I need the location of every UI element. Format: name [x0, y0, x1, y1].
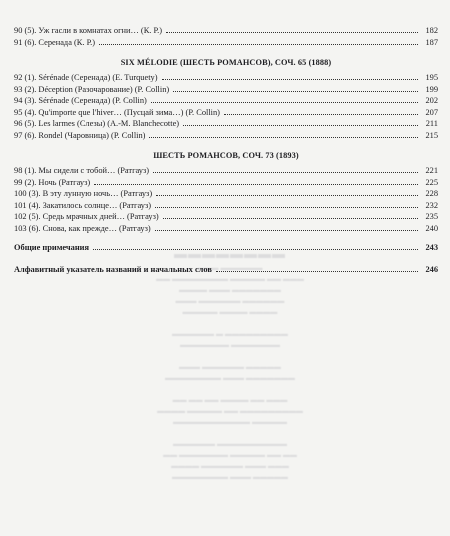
toc-entry[interactable]: [14, 85, 438, 97]
entry-page: 195: [425, 73, 438, 82]
entry-title: 90 (5). Уж гасли в комнатах огни… (К. Р.): [14, 26, 162, 35]
entry-title: 93 (2). Déception (Разочарование) (P. Collin): [14, 84, 170, 94]
dot-leader: [166, 31, 418, 33]
dot-leader: [224, 113, 418, 115]
entry-page: 215: [425, 130, 438, 140]
show-through-text: ▬▬▬▬▬▬▬▬ ▬▬▬ ▬▬▬▬▬▬ ▬▬ ▬▬▬▬▬▬▬▬ ▬▬▬▬▬ ▬▬ ▬▬▬ ▬▬▬▬ ▬▬▬ ▬▬▬▬▬▬▬ ▬▬▬ ▬▬▬▬▬▬ ▬▬▬▬▬▬ ▬▬▬▬▬ ▬▬▬▬ ▬▬▬▬ ▬▬▬▬▬▬ ▬ ▬▬▬▬▬▬▬▬▬ ▬▬▬▬▬▬▬ ▬▬▬▬▬▬▬ ▬▬▬ ▬▬▬▬▬▬ ▬▬▬▬▬ ▬▬▬▬▬▬▬▬ ▬▬▬ ▬▬▬▬▬▬▬ ▬▬ ▬▬ ▬▬ ▬▬▬▬ ▬▬ ▬▬▬ ▬▬▬▬ ▬▬▬▬▬ ▬▬ ▬▬▬▬▬▬▬▬▬ ▬▬▬▬▬▬▬▬▬▬▬ ▬▬▬▬▬ ▬▬▬▬▬▬ ▬▬▬▬▬▬▬▬▬▬ ▬▬ ▬▬▬▬▬▬▬ ▬▬▬▬▬ ▬▬ ▬▬ ▬▬▬▬ ▬▬▬▬▬▬ ▬▬▬ ▬▬▬ ▬▬▬▬▬▬▬▬ ▬▬▬ ▬▬▬▬▬: [156, 246, 304, 481]
toc-entry[interactable]: [14, 119, 438, 131]
toc-entry[interactable]: [14, 212, 438, 224]
dot-leader: [163, 217, 418, 219]
entry-title: 101 (4). Закатилось солнце… (Ратгауз): [14, 200, 152, 210]
toc-entry[interactable]: [14, 131, 438, 143]
section-heading: ШЕСТЬ РОМАНСОВ, СОЧ. 73 (1893): [153, 151, 299, 160]
toc-entry[interactable]: [14, 73, 438, 85]
entry-title: Алфавитный указатель названий и начальных слов: [14, 265, 212, 274]
entry-page: 246: [425, 265, 438, 274]
dot-leader: [151, 101, 418, 103]
dot-leader: [216, 270, 418, 272]
toc-entry[interactable]: [14, 201, 438, 213]
entry-page: 240: [425, 223, 438, 233]
entry-title: 98 (1). Мы сидели с тобой… (Ратгауз): [14, 166, 150, 175]
entry-page: 232: [425, 200, 438, 210]
section-heading: SIX MÉLODIE (ШЕСТЬ РОМАНСОВ), СОЧ. 65 (1888): [120, 58, 332, 67]
dot-leader: [94, 183, 418, 185]
dot-leader: [99, 43, 418, 45]
entry-title: 92 (1). Sérénade (Серенада) (E. Turquety): [14, 73, 158, 82]
dot-leader: [155, 229, 418, 231]
toc-entry[interactable]: [14, 178, 438, 190]
toc-entry-index[interactable]: [14, 265, 438, 277]
entry-page: 225: [425, 177, 438, 187]
dot-leader: [153, 171, 418, 173]
entry-page: 199: [425, 84, 438, 94]
toc-entry-notes[interactable]: [14, 243, 438, 265]
entry-title: 94 (3). Sérénade (Серенада) (P. Collin): [14, 96, 147, 105]
toc-entry[interactable]: [14, 166, 438, 178]
entry-page: 228: [425, 189, 438, 198]
entry-page: 202: [425, 96, 438, 105]
entry-title: 99 (2). Ночь (Ратгауз): [14, 177, 91, 187]
entry-page: 235: [425, 212, 438, 221]
toc-entry[interactable]: [14, 38, 438, 50]
entry-page: 182: [425, 26, 438, 35]
entry-page: 207: [425, 107, 438, 117]
dot-leader: [93, 248, 418, 250]
dot-leader: [156, 194, 418, 196]
entry-title: 97 (6). Rondel (Чаровница) (P. Collin): [14, 130, 146, 140]
dot-leader: [149, 136, 418, 138]
entry-title: 95 (4). Qu'importe que l'hiver… (Пусцай зима…) (P. Collin): [14, 107, 220, 117]
dot-leader: [155, 206, 418, 208]
entry-page: 211: [425, 119, 438, 128]
toc-entry[interactable]: [14, 189, 438, 201]
toc-entry[interactable]: [14, 224, 438, 236]
dot-leader: [173, 90, 418, 92]
toc-entry[interactable]: [14, 26, 438, 38]
entry-page: 243: [425, 243, 438, 252]
entry-title: Общие примечания: [14, 243, 90, 252]
dot-leader: [162, 78, 419, 80]
entry-page: 187: [425, 37, 438, 47]
entry-title: 100 (3). В эту лунную ночь… (Ратгауз): [14, 189, 153, 198]
toc-entry[interactable]: [14, 108, 438, 120]
section-entries: [14, 166, 438, 235]
dot-leader: [183, 124, 418, 126]
entry-page: 221: [425, 166, 438, 175]
entry-title: 91 (6). Серенада (К. Р.): [14, 37, 96, 47]
entry-title: 96 (5). Les larmes (Слезы) (A.-M. Blanchecotte): [14, 119, 180, 128]
top-entries: [14, 26, 438, 49]
section-entries: [14, 73, 438, 142]
table-of-contents: [14, 26, 438, 277]
entry-title: 102 (5). Средь мрачных дней… (Ратгауз): [14, 212, 159, 221]
entry-title: 103 (6). Снова, как прежде… (Ратгауз): [14, 223, 151, 233]
toc-entry[interactable]: [14, 96, 438, 108]
